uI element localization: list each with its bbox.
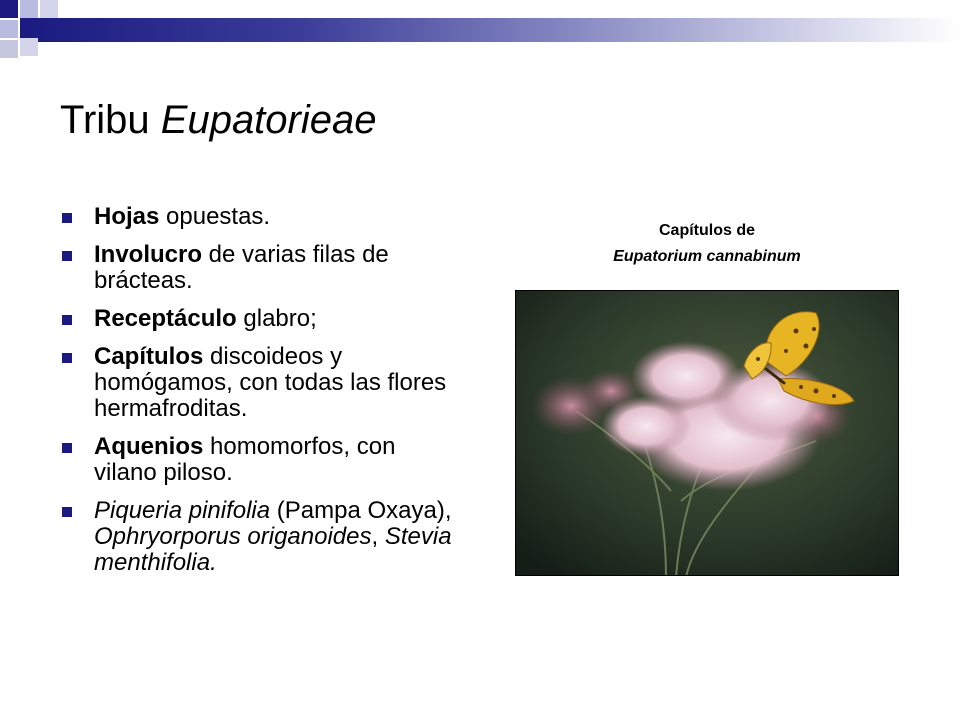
- photo-illustration: [516, 291, 899, 576]
- deco-square-3: [0, 20, 18, 38]
- photo-eupatorium-butterfly: [515, 290, 899, 576]
- bullet-marker: [62, 315, 72, 325]
- header-gradient-bar: [20, 18, 960, 42]
- caption-line-2: Eupatorium cannabinum: [613, 248, 801, 265]
- bullet-marker: [62, 353, 72, 363]
- deco-square-1: [0, 0, 18, 18]
- deco-square-6: [0, 40, 18, 58]
- photo-caption: [515, 218, 899, 270]
- bullet-marker: [62, 251, 72, 261]
- slide-title: Tribu Eupatorieae: [60, 98, 377, 142]
- bullet-marker: [62, 443, 72, 453]
- bullet-marker: [62, 507, 72, 517]
- bullet-list: [60, 204, 460, 588]
- bullet-receptaculo: Receptáculo glabro;: [60, 306, 460, 332]
- deco-square-4: [40, 0, 58, 18]
- caption-line-1: Capítulos de: [658, 222, 755, 239]
- bullet-marker: [62, 213, 72, 223]
- bullet-species: Piqueria pinifolia (Pampa Oxaya), Ophryorporus origanoides, Stevia menthifolia.: [60, 498, 460, 576]
- deco-square-5: [20, 38, 38, 56]
- bullet-capitulos: Capítulos discoideos y homógamos, con todas las flores hermafroditas.: [60, 344, 460, 422]
- bullet-hojas: Hojas opuestas.: [60, 204, 460, 230]
- deco-square-2: [20, 0, 38, 18]
- bullet-involucro: Involucro de varias filas de brácteas.: [60, 242, 460, 294]
- header-decoration: [0, 0, 960, 60]
- bullet-aquenios: Aquenios homomorfos, con vilano piloso.: [60, 434, 460, 486]
